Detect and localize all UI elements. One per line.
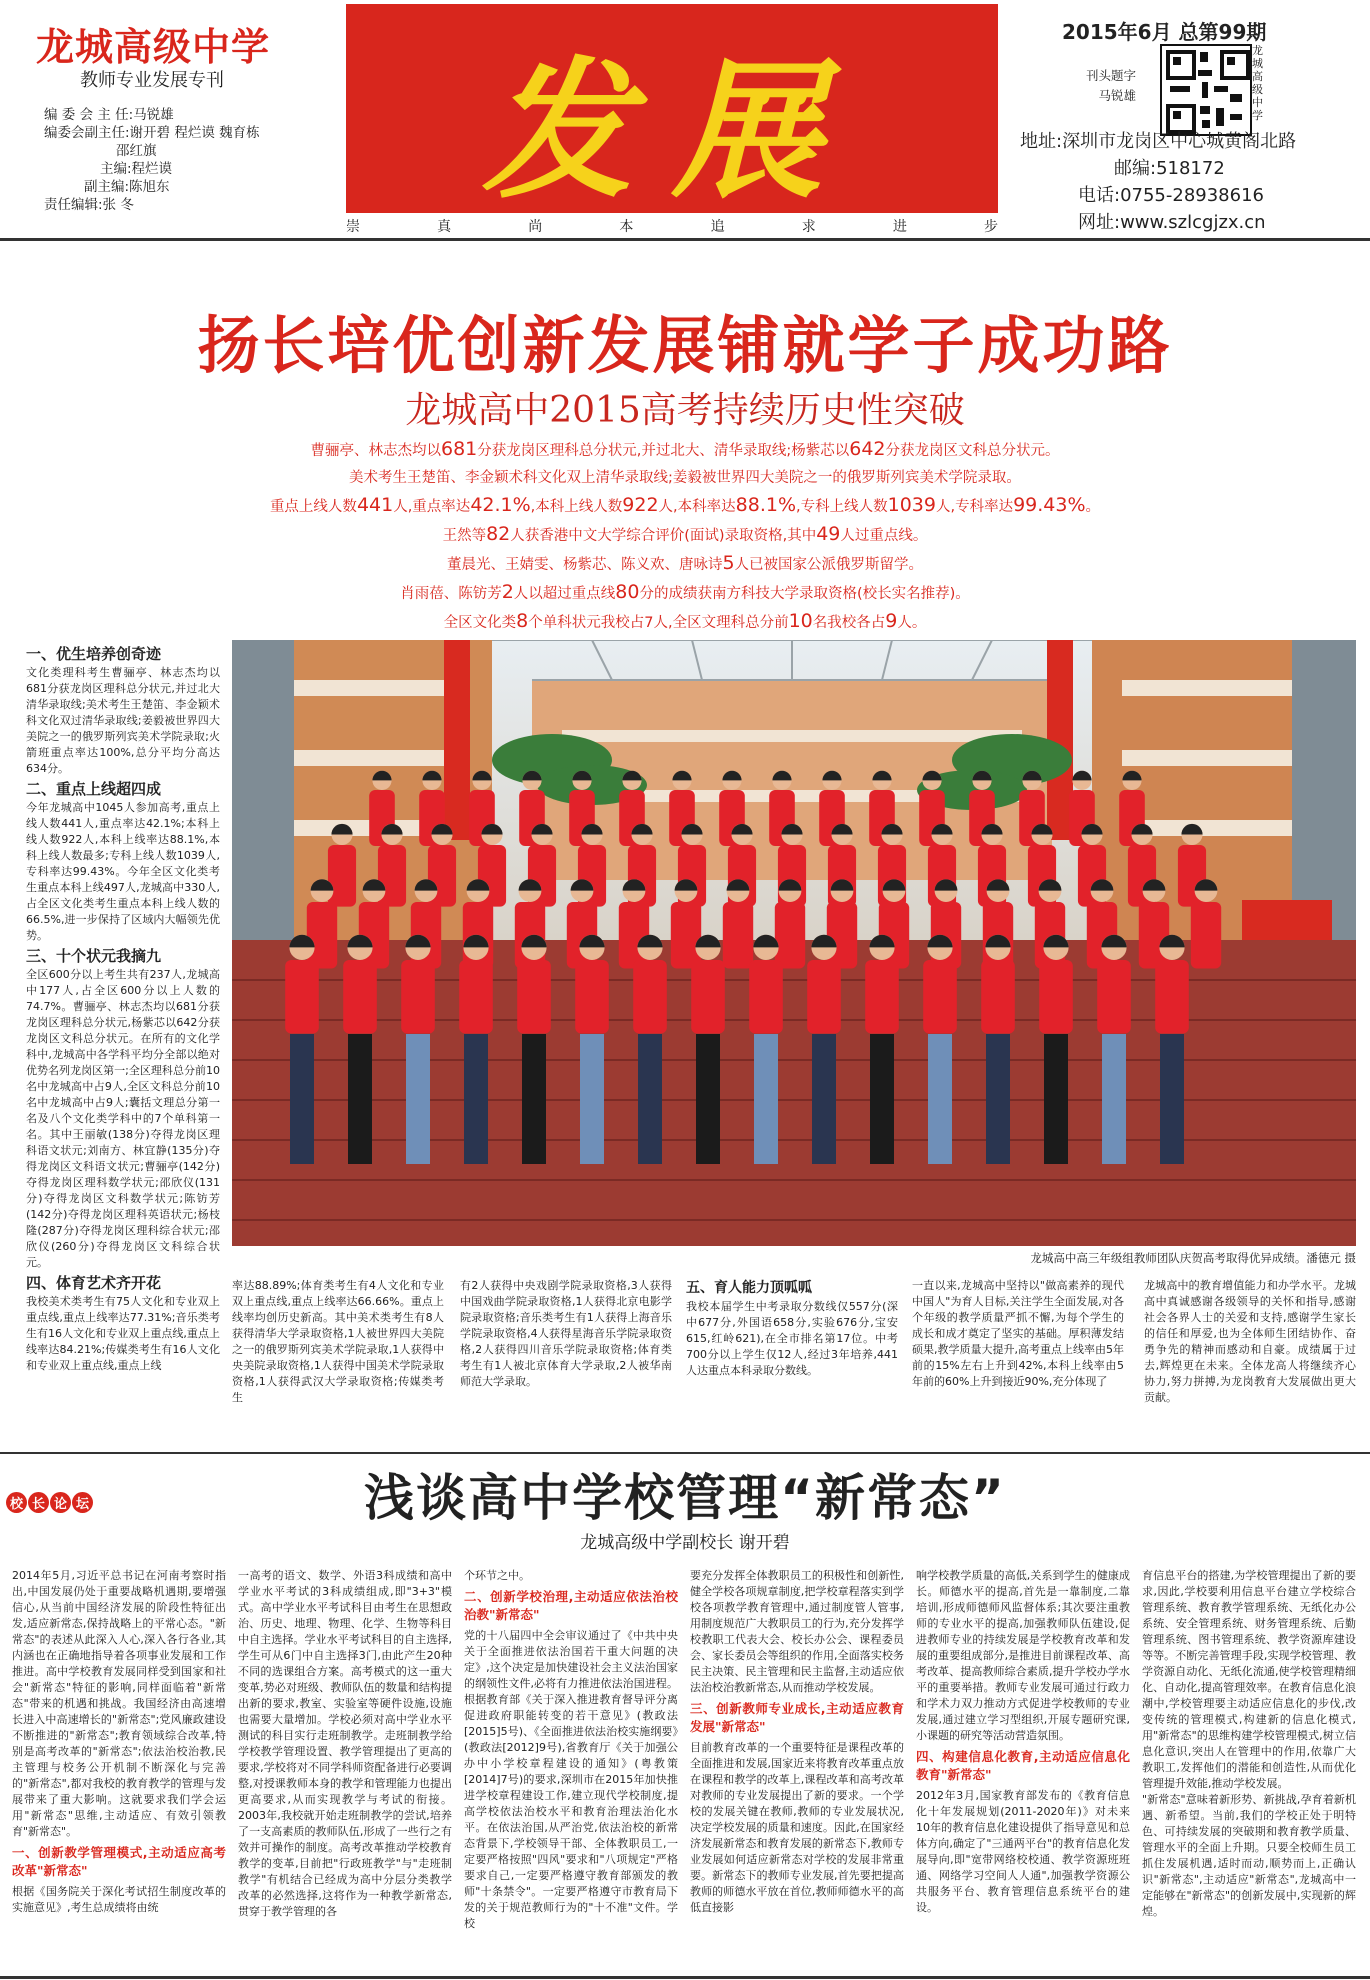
paragraph: 一高考的语文、数学、外语3科成绩和高中学业水平考试的3科成绩组成,即"3+3"模式。高中学业水平考试科目由考生在思想政治、历史、地理、物理、化学、生物等科目中自主选择。学业水平考试科目的自主选择,学生可从6门中自主选择3门,由此产生20种不同的选课组合方案。高考模式的这一重大变革,势必对班级、教师队伍的数量和结构提出新的要求,教室、实验室等硬件设施,设施也需要大量增加。学校必须对高中学业水平测试的科目实行走班制教学。走班制教学给学校教学管理设置、教学管理提出了更高的要求,学校将对不同学科师资配备进行必要调整,对授课教师本身的教学和管理能力也提出更高要求,从而实现教学与考试的衔接。2003年,我校就开始走班制教学的尝试,培养了一支高素质的教师队伍,形成了一些行之有效并可操作的制度。高考改革推动学校教育教学的变革,目前把"行政班教学"与"走班制教学"有机结合已经成为高中分层分类教学改革的必然选择,这将作为一种教学新常态,贯穿于教学管理的各 bbox=[238, 1569, 452, 1918]
qr-side-label: 龙城高级中学 bbox=[1252, 44, 1263, 122]
fact-line bbox=[0, 579, 1370, 608]
contact-info bbox=[1020, 128, 1296, 236]
fact-text: 人以超过重点线 bbox=[513, 586, 616, 602]
section-heading: 二、创新学校治理,主动适应依法治校治教"新常态" bbox=[464, 1589, 678, 1622]
column-text: 一直以来,龙城高中坚持以"做高素养的现代中国人"为育人目标,关注学生全面发展,对各个年级的教学质量严抓不懈,为每个学生的成长和成才奠定了坚实的基础。厚积薄发结硕果,教学质量大提升,高考重点上线率由5年前的15%左右上升到42%,本科上线率由5年前的60%上升到接近90%,充分体现了 bbox=[912, 1279, 1124, 1388]
postcode: 邮编:518172 bbox=[1114, 158, 1225, 179]
paragraph: 2014年5月,习近平总书记在河南考察时指出,中国发展仍处于重要战略机遇期,要增强信心,从当前中国经济发展的阶段性特征出发,适应新常态,保持战略上的平常心态。"新常态"的表述从此深入人心,深入各行各业,其内涵也在正确地指导着各项事业发展和工作推进。高中学校教育发展同样受到国家和社会"新常态"特征的影响,同样面临着"新常态"带来的机遇和挑战。我国经济由高速增长进入中高速增长的"新常态";党风廉政建设不断推进的"新常态";教育领域综合改革,特别是高考改革的"新常态";依法治校治教,民主管理与校务公开机制不断深化与完善的"新常态",都对我校的教育教学的管理与发展带来了重大影响。这就要求我们学会运用"新常态"思维,主动适应、有效引领教育"新常态"。 bbox=[12, 1569, 226, 1838]
fact-text: ,专科上线人数 bbox=[796, 499, 888, 515]
column-text: 有2人获得中央戏剧学院录取资格,3人获得中国戏曲学院录取资格,1人获得北京电影学院录取资格;音乐类考生有1人获得上海音乐学院录取资格,4人获得星海音乐学院录取资格,2人获得四川音乐学院录取资格;体育类考生有1人被北京体育大学录取,2人被华南师范大学录取。 bbox=[460, 1279, 672, 1388]
person-legs bbox=[464, 1034, 488, 1164]
article-column bbox=[1142, 1568, 1356, 1920]
person-legs bbox=[1160, 1034, 1184, 1164]
fact-text: 人,专科率达 bbox=[935, 499, 1014, 515]
page-bottom-rule bbox=[0, 1976, 1370, 1979]
paragraph: 2012年3月,国家教育部发布的《教育信息化十年发展规划(2011-2020年)》对未来10年的教育信息化建设提供了指导意见和总体方向,确定了"三通两平台"的教育信息化发展导向,即"宽带网络校校通、教学资源班班通、网络学习空间人人通",加强教学资源公共服务平台、教育管理信息系统平台的建设。 bbox=[916, 1789, 1130, 1914]
fact-line bbox=[0, 436, 1370, 465]
fact-number: 8 bbox=[516, 610, 529, 632]
section-heading: 一、创新教学管理模式,主动适应高考改革"新常态" bbox=[12, 1845, 226, 1878]
person-figure bbox=[633, 935, 667, 1034]
fact-text: 。 bbox=[1085, 499, 1101, 515]
committee-line: 编委会副主任:谢开碧 程烂谟 魏育栋 bbox=[44, 125, 260, 141]
badge-char: 长 bbox=[28, 1492, 49, 1513]
publication-subtitle: 教师专业发展专刊 bbox=[80, 70, 224, 91]
fact-text: 分获龙岗区理科总分状元,并过北大、清华录取线;杨紫芯以 bbox=[477, 443, 850, 459]
fact-number: 5 bbox=[722, 552, 735, 574]
article-byline: 龙城高级中学副校长 谢开碧 bbox=[580, 1533, 790, 1553]
person-figure bbox=[981, 935, 1015, 1034]
motto-char: 真 bbox=[437, 219, 452, 235]
person-figure bbox=[575, 935, 609, 1034]
section-body: 文化类理科考生曹骊亭、林志杰均以681分获龙岗区理科总分状元,并过北大清华录取线;美术考生王楚笛、李金颖术科文化双过清华录取线;姜毅被世界四大美院之一的俄罗斯列宾美术学院录取;火箭班重点率达100%,总分平均分高达634分。 bbox=[26, 666, 220, 775]
badge-char: 论 bbox=[50, 1492, 71, 1513]
section-heading: 一、优生培养创奇迹 bbox=[26, 645, 162, 663]
motto-char: 崇 bbox=[346, 219, 360, 235]
motto-char: 进 bbox=[892, 219, 907, 235]
calligraphy-name: 马锐雄 bbox=[1098, 88, 1137, 103]
fact-number: 49 bbox=[816, 523, 841, 545]
person-figure bbox=[807, 935, 841, 1034]
person-figure bbox=[775, 879, 805, 968]
person-legs bbox=[290, 1034, 314, 1164]
fact-text: 王然等 bbox=[442, 528, 487, 544]
calligraphy-credit bbox=[1086, 66, 1136, 106]
article-divider bbox=[0, 1452, 1370, 1454]
article-column bbox=[12, 1568, 226, 1916]
fact-line bbox=[0, 521, 1370, 550]
fact-text: 董晨光、王婧雯、杨紫芯、陈义欢、唐咏诗 bbox=[446, 557, 723, 573]
masthead-title: 发展 bbox=[481, 43, 862, 219]
paragraph: "新常态"意味着新形势、新挑战,孕育着新机遇、新希望。当前,我们的学校正处于明特色、可持续发展的突破期和教育教学质量、管理水平的全面上升期。只要全校师生员工抓住发展机遇,适时而动,顺势而上,正确认识"新常态",主动适应"新常态",龙城高中一定能够在"新常态"的创新发展中,实现新的辉煌。 bbox=[1142, 1793, 1356, 1918]
badge-char: 坛 bbox=[72, 1492, 93, 1513]
paragraph: 个环节之中。 bbox=[464, 1569, 530, 1582]
group-photo bbox=[232, 640, 1356, 1246]
left-column bbox=[26, 644, 220, 1378]
person-legs bbox=[870, 1034, 894, 1164]
person-legs bbox=[638, 1034, 662, 1164]
motto-char: 步 bbox=[983, 219, 998, 235]
person-legs bbox=[1102, 1034, 1126, 1164]
person-figure bbox=[723, 879, 753, 968]
committee-line: 编 委 会 主 任:马锐雄 bbox=[44, 107, 174, 123]
fact-text: 美术考生王楚笛、李金颖术科文化双上清华录取线;姜毅被世界四大美院之一的俄罗斯列宾美术学院录取。 bbox=[349, 470, 1021, 486]
lead-subheadline: 龙城高中2015高考持续历史性突破 bbox=[405, 390, 965, 431]
section-heading: 三、创新教师专业成长,主动适应教育发展"新常态" bbox=[690, 1701, 904, 1734]
person-figure bbox=[401, 935, 435, 1034]
column-text: 率达88.89%;体育类考生有4人文化和专业双上重点线,重点上线率达66.66%。重点上线率均创历史新高。其中美术类考生有8人获得清华大学录取资格,1人被世界四大美院之一的俄罗斯列宾美术学院录取,1人获得中央美院录取资格,1人获得中国美术学院录取资格,1人获得武汉大学录取资格;传媒类考生 bbox=[232, 1279, 444, 1404]
section-heading: 四、构建信息化教育,主动适应信息化教育"新常态" bbox=[916, 1749, 1130, 1782]
committee-line: 责任编辑:张 冬 bbox=[44, 197, 134, 213]
fact-line bbox=[0, 492, 1370, 521]
article-title: 浅谈高中学校管理“新常态” bbox=[364, 1469, 1006, 1527]
paragraph: 党的十八届四中全会审议通过了《中共中央关于全面推进依法治国若干重大问题的决定》,这个决定是加快建设社会主义法治国家的纲领性文件,必将有力推进依法治国进程。根据教育部《关于深入推进教育督导评分离促进政府职能转变的若干意见》(教政法[2015]5号)、《全面推进依法治校实施纲要》(教政法[2012]9号),省教育厅《关于加强公办中小学校章程建设的通知》(粤教策[2014]7号)的要求,深圳市在2015年加快推进学校章程建设工作,建立现代学校制度,提高学校依法治校水平和教育治理法治化水平。在依法治国,从严治党,依法治校的新常态背景下,学校领导干部、全体教职员工,一定要严格按照"四风"要求和"八项规定"严格要求自己,一定要严格遵守教育部颁发的教师"十条禁令"。一定要严格遵守市教育局下发的关于规范教师行为的"十不准"文件。学校 bbox=[464, 1629, 678, 1930]
person-figure bbox=[1155, 935, 1189, 1034]
fact-text: 曹骊亭、林志杰均以 bbox=[310, 443, 441, 459]
motto-char: 尚 bbox=[528, 219, 543, 235]
person-legs bbox=[406, 1034, 430, 1164]
fact-number: 99.43% bbox=[1013, 494, 1086, 516]
masthead-banner bbox=[346, 4, 998, 219]
person-figure bbox=[1039, 935, 1073, 1034]
motto-char: 求 bbox=[801, 219, 816, 235]
article-column bbox=[686, 1278, 898, 1379]
section-heading: 五、育人能力顶呱呱 bbox=[686, 1280, 812, 1296]
paragraph: 育信息平台的搭建,为学校管理提出了新的要求,因此,学校要利用信息平台建立学校综合管理系统、教育教学管理系统、无纸化办公系统、安全管理系统、财务管理系统、后勤管理系统、图书管理系统、教学资源库建设等等。不断完善管理手段,实现学校管理、教学资源自动化、无纸化流通,使学校管理精细化、自动化,提高管理效率。在教育信息化浪潮中,学校管理要主动适应信息化的步伐,改变传统的管理模式,构建新的信息化模式,用"新常态"的思维构建学校管理模式,树立信息化意识,突出人在管理中的作用,依靠广大教职工,发挥他们的潜能和创造性,从而优化管理提升效能,推动学校发展。 bbox=[1142, 1569, 1356, 1790]
paragraph: 目前教育改革的一个重要特征是课程改革的全面推进和发展,国家近来将教育改革重点放在课程和教学的改革上,课程改革和高考改革对教师的专业发展提出了新的要求。一个学校的发展关键在教师,教师的专业发展状况,决定学校发展的质量和速度。因此,在国家经济发展新常态和教育发展的新常态下,教师专业发展如何适应新常态对学校的发展非常重要。新常态下的教师专业发展,首先要把提高教师的师德水平放在首位,教师师德水平的高低直接影 bbox=[690, 1741, 904, 1914]
badge-char: 校 bbox=[6, 1492, 27, 1513]
fact-number: 88.1% bbox=[735, 494, 797, 516]
editorial-committee bbox=[44, 106, 260, 214]
person-figure bbox=[1097, 935, 1131, 1034]
fact-text: ,本科上线人数 bbox=[530, 499, 623, 515]
fact-number: 80 bbox=[615, 581, 640, 603]
committee-line: 邵红旗 bbox=[116, 143, 157, 159]
fact-text: 肖雨蓓、陈钫芳 bbox=[400, 586, 502, 602]
fact-text: 重点上线人数 bbox=[269, 499, 357, 515]
person-legs bbox=[580, 1034, 604, 1164]
motto-char: 追 bbox=[710, 219, 725, 235]
person-figure bbox=[749, 935, 783, 1034]
fact-text: 人,本科率达 bbox=[658, 499, 736, 515]
paragraph: 根据《国务院关于深化考试招生制度改革的实施意见》,考生总成绩将由统 bbox=[12, 1885, 226, 1914]
committee-line: 副主编:陈旭东 bbox=[84, 179, 170, 195]
fact-line bbox=[0, 608, 1370, 637]
article-column bbox=[1144, 1278, 1356, 1406]
committee-line: 主编:程烂谟 bbox=[100, 161, 173, 177]
person-figure bbox=[459, 935, 493, 1034]
article-column bbox=[238, 1568, 452, 1920]
article-column bbox=[460, 1278, 672, 1390]
phone: 电话:0755-28938616 bbox=[1078, 185, 1264, 206]
fact-number: 922 bbox=[622, 494, 659, 516]
motto bbox=[346, 216, 998, 236]
fact-number: 9 bbox=[885, 610, 898, 632]
person-legs bbox=[754, 1034, 778, 1164]
fact-number: 2 bbox=[501, 581, 514, 603]
person-legs bbox=[696, 1034, 720, 1164]
fact-number: 10 bbox=[788, 610, 813, 632]
address: 地址:深圳市龙岗区中心城黄阁北路 bbox=[1020, 131, 1297, 152]
column-text: 我校本届学生中考录取分数线仅557分(深中677分,外国语658分,实验676分,宝安615,红岭621),在全市排名第17位。中考700分以上学生仅12人,经过3年培养,441人达重点本科录取分数线。 bbox=[686, 1300, 898, 1377]
fact-text: 分获龙岗区文科总分状元。 bbox=[885, 443, 1060, 459]
section-body: 我校美术类考生有75人文化和专业双上重点线,重点上线率达77.31%;音乐类考生有16人文化和专业双上重点线,重点上线率达84.21%;传媒类考生有16人文化和专业双上重点线,重点上线 bbox=[26, 1295, 220, 1372]
calligraphy-label: 刊头题字 bbox=[1086, 68, 1137, 83]
website[interactable]: 网址:www.szlcgjzx.cn bbox=[1078, 212, 1266, 233]
fact-line bbox=[0, 465, 1370, 492]
fact-line bbox=[0, 550, 1370, 579]
issue-info: 2015年6月 总第99期 bbox=[1062, 20, 1267, 44]
fact-text: 人。 bbox=[897, 615, 927, 631]
fact-number: 1039 bbox=[887, 494, 936, 516]
fact-text: 个单科状元我校占7人,全区文理科总分前 bbox=[528, 615, 789, 631]
person-figure bbox=[923, 935, 957, 1034]
fact-number: 441 bbox=[356, 494, 394, 516]
lead-headline: 扬长培优创新发展铺就学子成功路 bbox=[197, 309, 1173, 382]
highlight-facts bbox=[0, 436, 1370, 637]
fact-text: 全区文化类 bbox=[443, 615, 517, 631]
person-figure bbox=[671, 879, 701, 968]
fact-number: 82 bbox=[486, 523, 511, 545]
column-text: 龙城高中的教育增值能力和办学水平。龙城高中真诚感谢各级领导的关怀和指导,感谢社会各界人士的关爱和支持,感谢学生家长的信任和厚爱,也为全体师生团结协作、奋勇争先的精神而感动和自豪。成绩属于过去,辉煌更在未来。全体龙高人将继续齐心协力,努力拼搏,为龙岗教育大发展做出更大贡献。 bbox=[1144, 1279, 1356, 1404]
qr-code-icon[interactable] bbox=[1160, 44, 1252, 136]
fact-text: 人过重点线。 bbox=[840, 528, 928, 544]
section-body: 全区600分以上考生共有237人,龙城高中177人,占全区600分以上人数的74.7%。曹骊亭、林志杰均以681分获龙岗区理科总分状元,杨紫芯以642分获龙岗区文科总分状元。在所有的文化学科中,龙城高中各学科平均分全部以绝对优势名列龙岗区第一;全区理科总分前10名中龙城高中占9人,全区文科总分前10名中龙城高中占9人;囊括文理总分第一名及八个文化类学科中的7个单科第一名。其中王丽敏(138分)夺得龙岗区理科语文状元;刘南方、林宜静(135分)夺得龙岗区文科语文状元;曹骊亭(142分)夺得龙岗区理科数学状元;邵欣仪(131分)夺得龙岗区文科数学状元;陈钫芳(142分)夺得龙岗区理科英语状元;杨枝隆(287分)夺得龙岗区理科综合状元;邵欣仪(260分)夺得龙岗区文科综合状元。 bbox=[26, 968, 220, 1269]
person-figure bbox=[517, 935, 551, 1034]
person-figure bbox=[1191, 879, 1221, 968]
person-legs bbox=[1044, 1034, 1068, 1164]
masthead-divider bbox=[0, 238, 1370, 241]
person-figure bbox=[865, 935, 899, 1034]
school-name: 龙城高级中学 bbox=[36, 25, 271, 69]
person-legs bbox=[928, 1034, 952, 1164]
fact-number: 681 bbox=[440, 438, 478, 460]
article-column bbox=[690, 1568, 904, 1916]
fact-text: 分的成绩获南方科技大学录取资格(校长实名推荐)。 bbox=[639, 586, 970, 602]
section-body: 今年龙城高中1045人参加高考,重点上线人数441人,重点率达42.1%;本科上线人数922人,本科上线率达88.1%,本科上线人数最多;专科上线人数1039人,专科率达99.43%。今年全区文化类考生重点本科上线497人,龙城高中330人,占全区文化类考生重点本科上线人数的66.5%,进一步保持了区域内大幅领先优势。 bbox=[26, 801, 220, 942]
person-figure bbox=[285, 935, 319, 1034]
person-figure bbox=[343, 935, 377, 1034]
photo-caption: 龙城高中高三年级组教师团队庆贺高考取得优异成绩。潘德元 摄 bbox=[1030, 1251, 1356, 1265]
person-legs bbox=[522, 1034, 546, 1164]
section-heading: 三、十个状元我摘九 bbox=[26, 947, 162, 965]
person-legs bbox=[812, 1034, 836, 1164]
article-column bbox=[912, 1278, 1124, 1390]
paragraph: 响学校教学质量的高低,关系到学生的健康成长。师德水平的提高,首先是一靠制度,二靠培训,形成师德师风监督体系;其次要注重教师的专业水平的提高,加强教师队伍建设,促进教师专业的持续发展是学校教育改革和发展的重要组成部分,是推进目前课程改革、高考改革、提高教师综合素质,提升学校办学水平的重要举措。教师专业发展可通过行政力和学术力双力推动方式促进学校教师的专业发展,通过建立学习型组织,开展专题研究课,小课题的研究等活动营造氛围。 bbox=[916, 1569, 1130, 1742]
section-heading: 二、重点上线超四成 bbox=[26, 780, 162, 798]
fact-text: 人,重点率达 bbox=[393, 499, 471, 515]
fact-text: 人获香港中文大学综合评价(面试)录取资格,其中 bbox=[510, 528, 817, 544]
section-heading: 四、体育艺术齐开花 bbox=[26, 1274, 162, 1292]
paragraph: 要充分发挥全体教职员工的积极性和创新性,健全学校各项规章制度,把学校章程落实到学校各项教学教育管理中,通过制度管人管事,用制度规范广大教职员工的行为,充分发挥学校教职工代表大会、校长办公会、课程委员会、家长委员会等组织的作用,全面落实校务民主决策、民主管理和民主监督,主动适应依法治校治教新常态,从而推动学校发展。 bbox=[690, 1569, 904, 1694]
article-column bbox=[916, 1568, 1130, 1916]
fact-number: 642 bbox=[849, 438, 886, 460]
fact-text: 人已被国家公派俄罗斯留学。 bbox=[734, 557, 924, 573]
person-figure bbox=[691, 935, 725, 1034]
article-column bbox=[464, 1568, 678, 1932]
fact-number: 42.1% bbox=[470, 494, 531, 516]
article-column bbox=[232, 1278, 444, 1406]
person-legs bbox=[986, 1034, 1010, 1164]
motto-char: 本 bbox=[619, 219, 634, 235]
person-legs bbox=[348, 1034, 372, 1164]
fact-text: 名我校各占 bbox=[812, 615, 886, 631]
